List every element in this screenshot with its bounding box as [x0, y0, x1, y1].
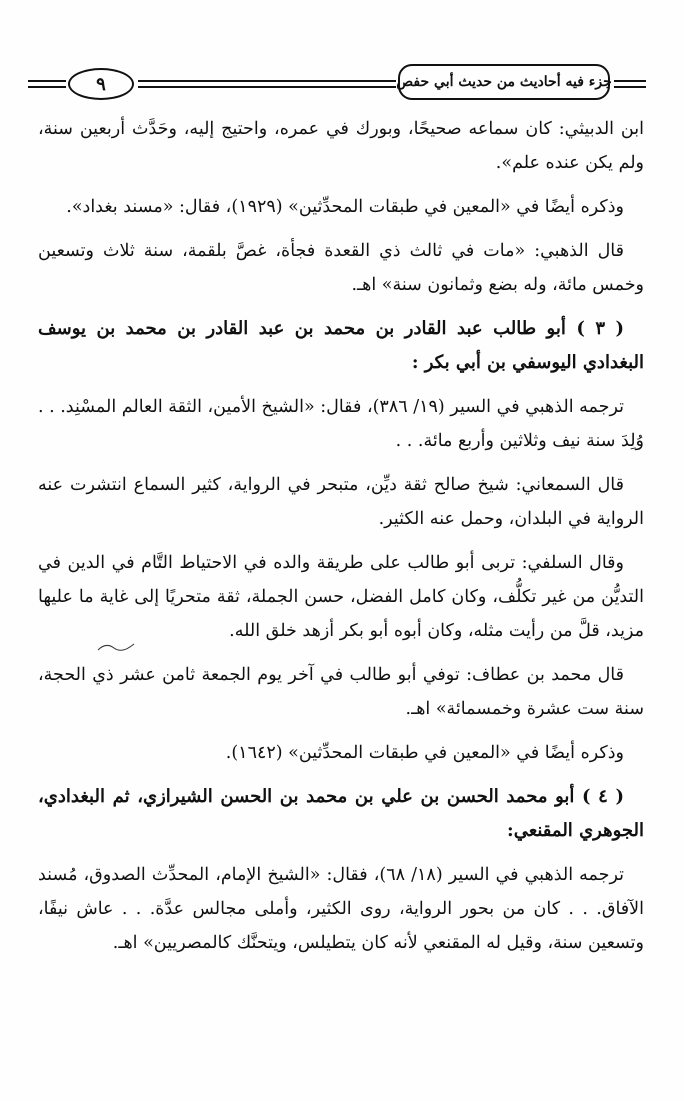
entry-heading: ( ٣ ) أبو طالب عبد القادر بن محمد بن عبد القادر بن محمد بن يوسف البغدادي اليوسفي بن أبي بكر :: [38, 318, 644, 373]
paragraph: وذكره أيضًا في «المعين في طبقات المحدِّثين» (١٩٢٩)، فقال: «مسند بغداد».: [66, 197, 624, 217]
paragraph: ابن الدبيثي: كان سماعه صحيحًا، وبورك في عمره، واحتيج إليه، وحَدَّث أربعين سنة، ولم يكن عنده علم».: [38, 119, 644, 173]
page-number: ٩: [68, 68, 134, 100]
header-rule: [138, 80, 396, 82]
paragraph: قال السمعاني: شيخ صالح ثقة ديِّن، متبحر في الرواية، كثير السماع انتشرت عنه الرواية في البلدان، وحمل عنه الكثير.: [38, 475, 644, 529]
running-title: جزء فيه أحاديث من حديث أبي حفص: [398, 64, 610, 100]
header-rule: [138, 86, 396, 88]
header-rule: [614, 80, 646, 82]
paragraph: قال محمد بن عطاف: توفي أبو طالب في آخر يوم الجمعة ثامن عشر ذي الحجة، سنة ست عشرة وخمسمائة» اهـ.: [38, 665, 644, 719]
entry-heading: ( ٤ ) أبو محمد الحسن بن علي بن محمد بن الحسن الشيرازي، ثم البغدادي، الجوهري المقنعي:: [38, 786, 644, 841]
page-header: [28, 62, 646, 104]
paragraph: وذكره أيضًا في «المعين في طبقات المحدِّثين» (١٦٤٢).: [225, 743, 624, 763]
header-rule: [614, 86, 646, 88]
pen-mark-icon: [96, 640, 136, 654]
page-body: [38, 112, 644, 970]
paragraph: ترجمه الذهبي في السير (١٩/ ٣٨٦)، فقال: «الشيخ الأمين، الثقة العالم المسْنِد. . . وُلِدَ سنة نيف وثلاثين وأربع مائة. . .: [37, 397, 644, 451]
paragraph: قال الذهبي: «مات في ثالث ذي القعدة فجأة، غصَّ بلقمة، سنة ثلاث وتسعين وخمس مائة، وله بضع وثمانون سنة» اهـ.: [38, 241, 644, 295]
paragraph: وقال السلفي: تربى أبو طالب على طريقة والده في الاحتياط التَّام في الدين في التديُّن من غير تكلُّف، وكان كامل الفضل، حسن الجملة، ثقة متحريًا إلى غاية ما عليها مزيد، قلَّ من رأيت مثله، وكان أبوه أبو بكر أزهد خلق الله.: [38, 553, 644, 641]
paragraph: ترجمه الذهبي في السير (١٨/ ٦٨)، فقال: «الشيخ الإمام، المحدِّث الصدوق، مُسند الآفاق. . . كان من بحور الرواية، روى الكثير، وأملى مجالس عدَّة. . . عاش نيفًا، وتسعين سنة، وقيل له المقنعي لأنه كان يتطيلس، ويتحنَّك كالمصريين» اهـ.: [38, 865, 644, 953]
header-rule: [28, 80, 66, 82]
header-rule: [28, 86, 66, 88]
